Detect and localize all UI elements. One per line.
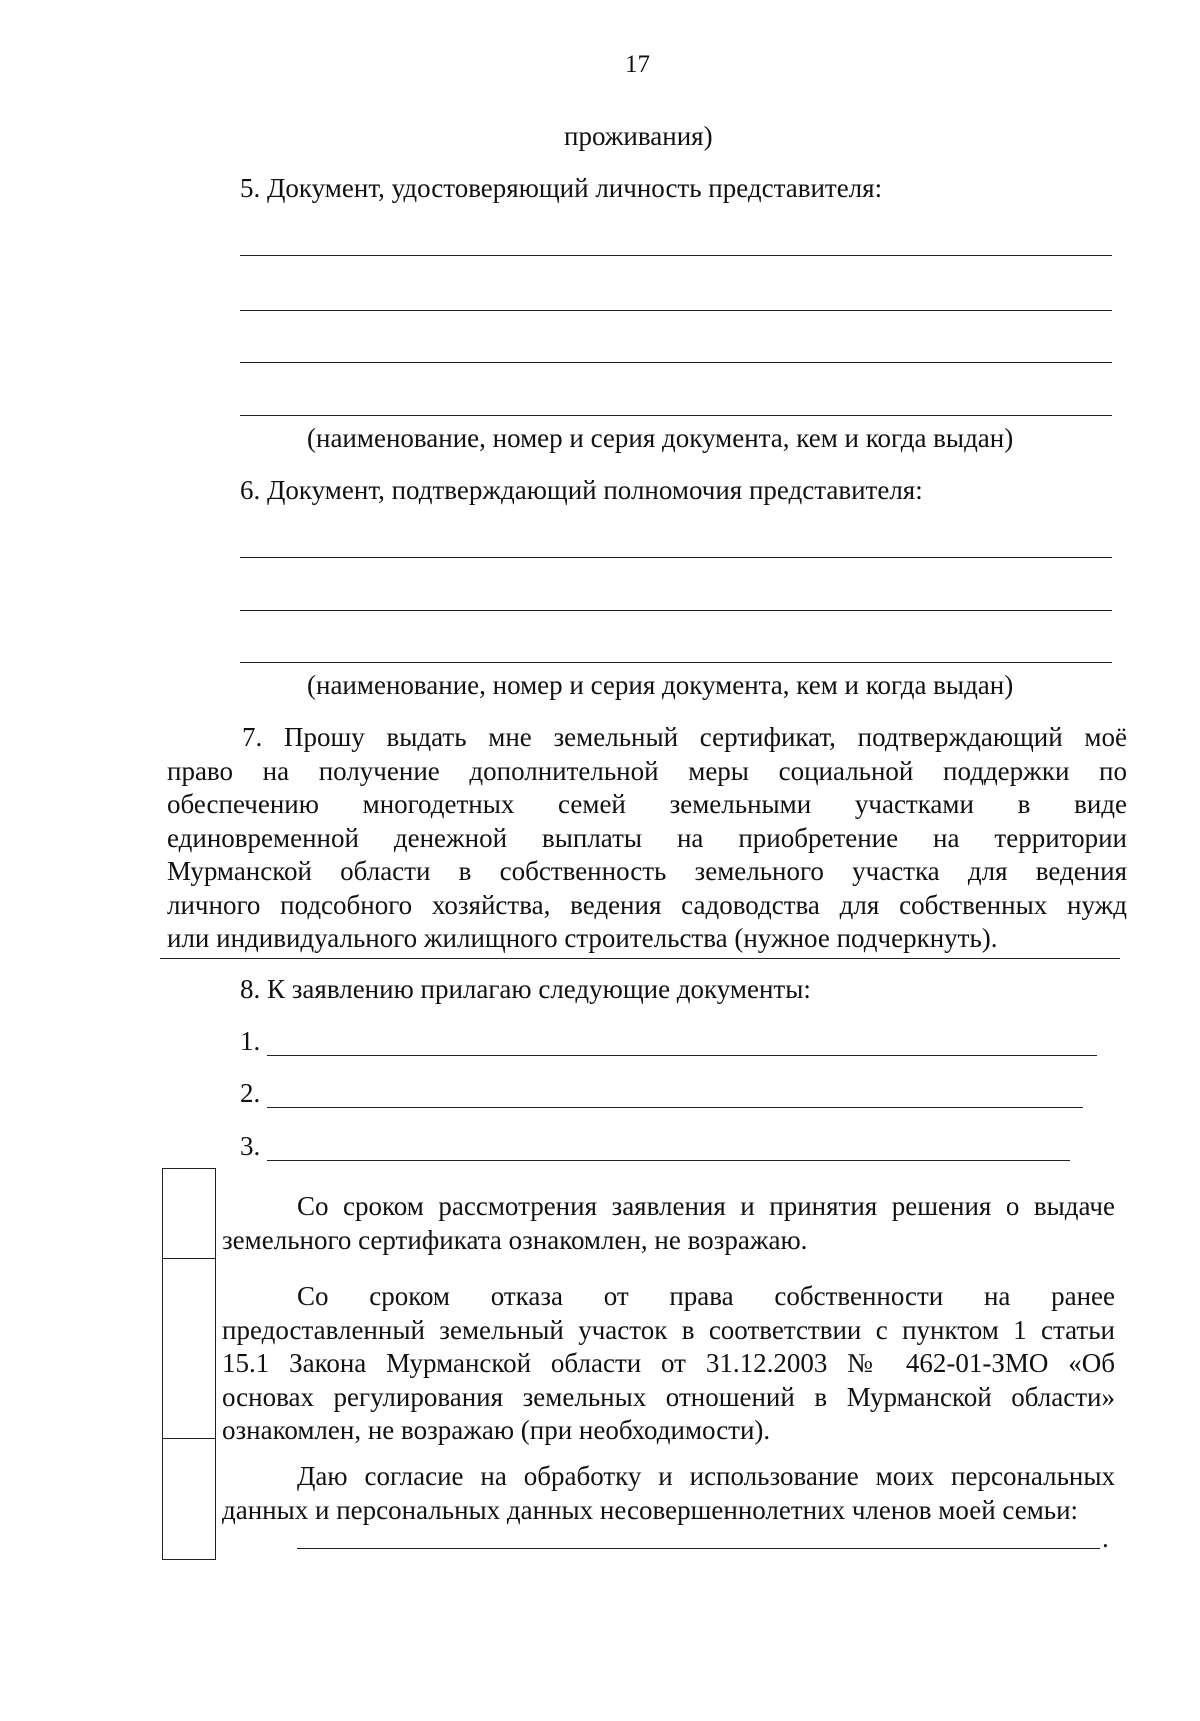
consent-checkbox-term-review[interactable] xyxy=(162,1168,216,1259)
item-7-line: Мурманской области в собственность земельного участка для ведения xyxy=(167,856,1127,886)
item-8-label: 8. К заявлению прилагаю следующие документы: xyxy=(240,974,811,1004)
attachment-line-2[interactable] xyxy=(267,1107,1083,1108)
item-7-line: единовременной денежной выплаты на приобретение на территории xyxy=(167,822,1127,853)
consent-personal-data-line: данных и персональных данных несовершеннолетних членов моей семьи: xyxy=(222,1494,1079,1525)
consent-term-refusal-text xyxy=(222,1280,1115,1448)
item-7-line: личного подсобного хозяйства, ведения садоводства для собственных нужд xyxy=(167,889,1127,920)
item-6-fill-line-2[interactable] xyxy=(240,610,1112,611)
item-5-fill-line-3[interactable] xyxy=(240,362,1112,363)
consent-term-review-line: земельного сертификата ознакомлен, не возражаю. xyxy=(222,1224,808,1255)
attachment-number: 2. xyxy=(240,1078,261,1108)
attachment-number: 3. xyxy=(240,1131,261,1161)
consent-term-refusal-line: основах регулирования земельных отношений в Мурманской области» xyxy=(222,1381,1115,1412)
item-5-fill-line-4[interactable] xyxy=(240,415,1112,416)
consent-term-review-line: Со сроком рассмотрения заявления и принятия решения о выдаче xyxy=(297,1191,1115,1221)
page-number: 17 xyxy=(625,51,650,78)
item-7-paragraph xyxy=(167,721,1127,956)
attachment-line-1[interactable] xyxy=(267,1055,1097,1056)
item-6-label: 6. Документ, подтверждающий полномочия представителя: xyxy=(240,475,923,505)
item-5-fill-line-2[interactable] xyxy=(240,310,1112,311)
continuation-text: проживания) xyxy=(564,121,713,151)
item-7-line: 7. Прошу выдать мне земельный сертификат, подтверждающий моё xyxy=(242,722,1127,752)
consent-checkbox-personal-data[interactable] xyxy=(162,1438,216,1560)
consent-personal-data-text xyxy=(222,1460,1115,1527)
item-5-label: 5. Документ, удостоверяющий личность представителя: xyxy=(240,173,883,203)
attachment-number: 1. xyxy=(240,1026,261,1056)
consent-term-refusal-line: предоставленный земельный участок в соответствии с пунктом 1 статьи xyxy=(222,1314,1115,1345)
consent-checkbox-term-refusal[interactable] xyxy=(162,1258,216,1439)
item-7-line: или индивидуального жилищного строительства (нужное подчеркнуть). xyxy=(167,923,998,953)
item-7-line: обеспечению многодетных семей земельными участками в виде xyxy=(167,789,1127,819)
consent-term-review-text xyxy=(222,1190,1115,1257)
family-members-fill-line[interactable] xyxy=(297,1548,1100,1549)
item-6-fill-line-1[interactable] xyxy=(240,557,1112,558)
consent-term-refusal-line: ознакомлен, не возражаю (при необходимости). xyxy=(222,1415,771,1445)
item-5-caption: (наименование, номер и серия документа, кем и когда выдан) xyxy=(307,423,1014,453)
attachment-line-3[interactable] xyxy=(267,1160,1070,1161)
consent-term-refusal-line: 15.1 Закона Мурманской области от 31.12.2003 № 462-01-ЗМО «Об xyxy=(222,1348,1115,1378)
consent-personal-data-line: Даю согласие на обработку и использование моих персональных xyxy=(297,1461,1115,1491)
consent-term-refusal-line: Со сроком отказа от права собственности на ранее xyxy=(297,1281,1115,1311)
section-divider xyxy=(160,958,1120,959)
item-6-caption: (наименование, номер и серия документа, кем и когда выдан) xyxy=(307,670,1014,700)
item-6-fill-line-3[interactable] xyxy=(240,662,1112,663)
item-5-fill-line-1[interactable] xyxy=(240,255,1112,256)
end-mark: . xyxy=(1102,1523,1109,1553)
item-7-line: право на получение дополнительной меры социальной поддержки по xyxy=(167,755,1127,786)
